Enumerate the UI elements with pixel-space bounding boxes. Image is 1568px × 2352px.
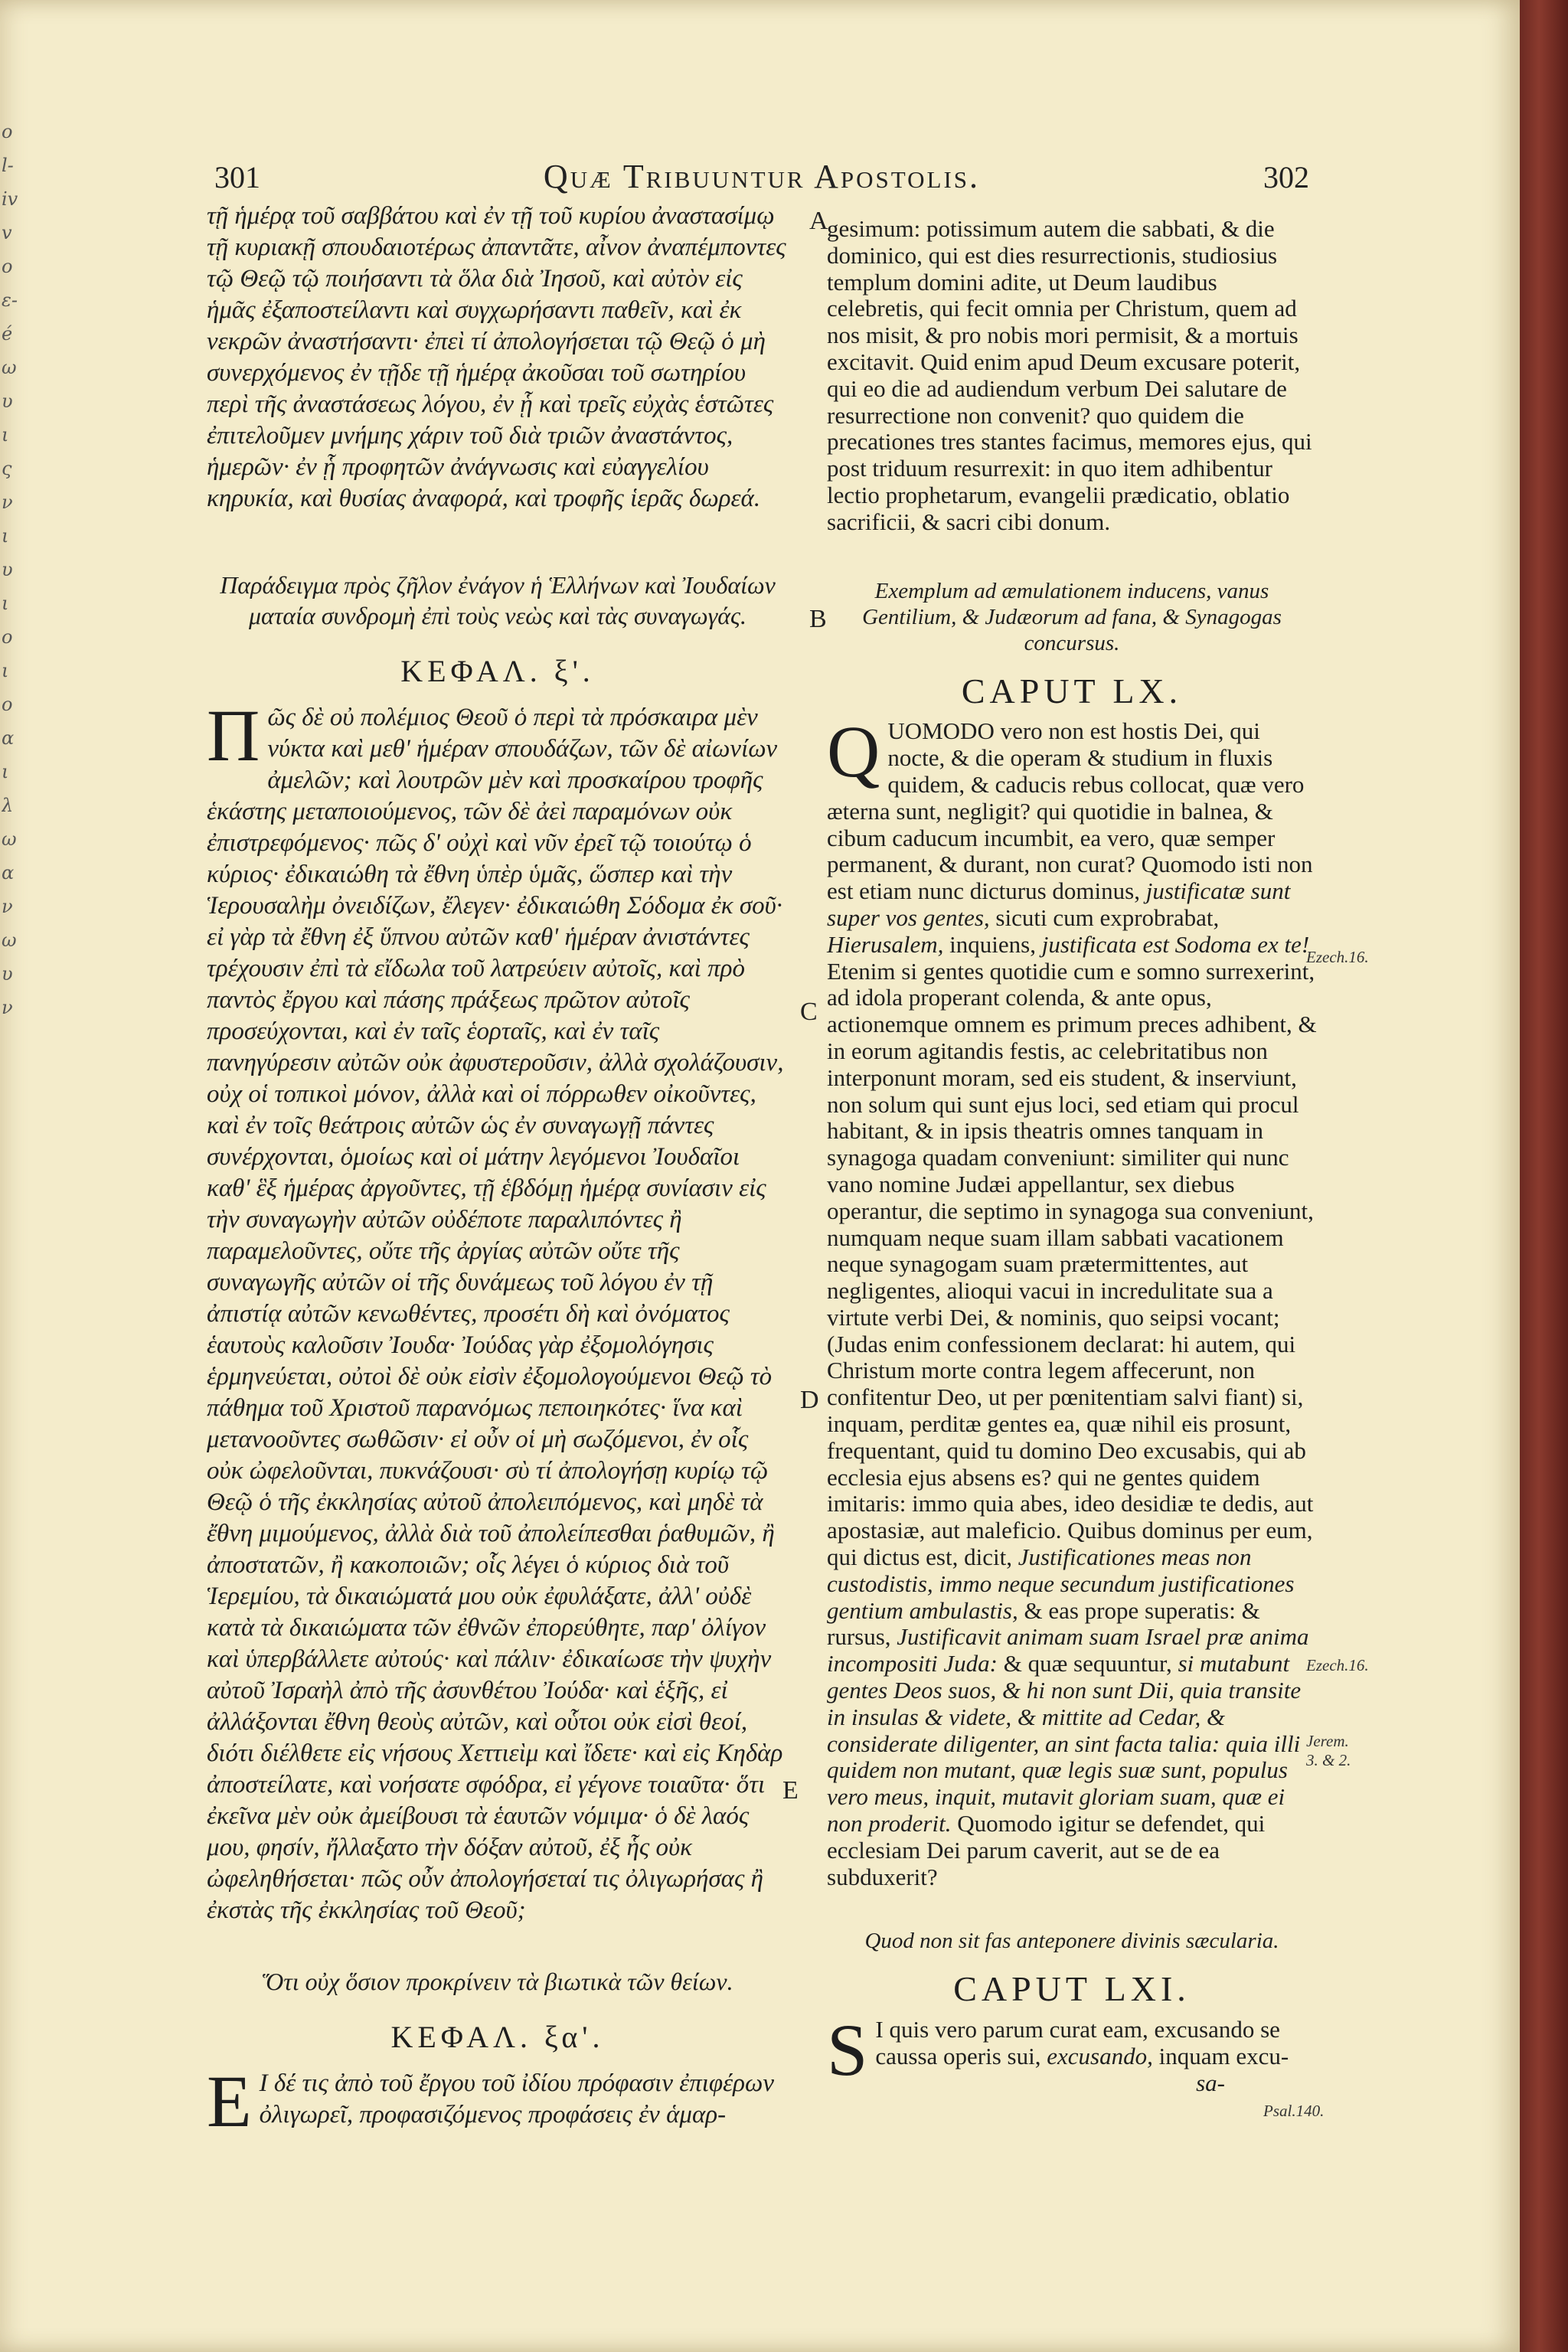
latin-p2-quote: Justificationes meas non custodistis, immo neque secundum justificationes gentium ambulastis, <box>827 1544 1295 1624</box>
margin-fragment: ι <box>2 525 9 547</box>
margin-note-jerem: Jerem. 3. & 2. <box>1306 1732 1351 1769</box>
section-marker-b: B <box>809 605 827 633</box>
greek-chapter-summary-2: Ὅτι οὐχ ὅσιον προκρίνειν τὰ βιωτικὰ τῶν θείων. <box>262 1968 733 1995</box>
margin-fragment: o <box>2 256 13 277</box>
margin-fragment: iv <box>2 188 18 210</box>
margin-fragment: ν <box>2 492 13 513</box>
margin-fragment: α <box>2 727 15 749</box>
latin-chapter-heading-61: CAPUT LXI. <box>953 1969 1191 2009</box>
latin-paragraph-2 <box>827 710 1317 1890</box>
margin-fragment: ο <box>2 694 13 715</box>
greek-column <box>207 201 789 2142</box>
latin-column <box>827 216 1317 2097</box>
greek-paragraph-2-text: ῶς δὲ οὐ πολέμιος Θεοῦ ὁ περὶ τὰ πρόσκαιρα μὲν νύκτα καὶ μεθ' ἡμέραν σπουδάζων, τῶν δὲ αἰωνίων ἀμελῶν; καὶ λουτρῶν μὲν καὶ προσκαίρου τροφῆς ἑκάστης μεταποιούμενος, τῶν δὲ ἀεὶ παραμόνων οὐκ ἐπιστρεφόμενος· πῶς δ' οὐχὶ καὶ νῦν ἐρεῖ τῷ τοιούτῳ ὁ κύριος· ἐδικαιώθη τὰ ἔθνη ὑπὲρ ὑμᾶς, ὥσπερ καὶ τὴν Ἱερουσαλὴμ ὀνειδίζων, ἔλεγεν· ἐδικαιώθη Σόδομα ἐκ σοῦ· εἰ γὰρ τὰ ἔθνη ἐξ ὕπνου αὐτῶν καθ' ἡμέραν ἀνιστάντες τρέχουσιν ἐπὶ τὰ εἴδωλα τοῦ λατρεύειν αὐτοῖς, καὶ πρὸ παντὸς ἔργου καὶ πάσης πράξεως πρῶτον αὐτοῖς προσεύχονται, καὶ ἐν ταῖς ἑορταῖς, καὶ ἐν ταῖς πανηγύρεσιν αὐτῶν οὐκ ἀφυστεροῦσιν, ἀλλὰ σχολάζουσιν, οὐχ οἱ τοπικοὶ μόνον, ἀλλὰ καὶ οἱ πόρρωθεν οἰκοῦντες, καὶ ἐν τοῖς θεάτροις αὐτῶν ὡς ἐν συναγωγῇ πάντες συνέρχονται, ὁμοίως καὶ οἱ μάτην λεγόμενοι Ἰουδαῖοι καθ' ἓξ ἡμέρας ἀργοῦντες, τῇ ἑβδόμῃ ἡμέρᾳ συνίασιν εἰς τὴν συναγωγὴν αὐτῶν οὐδέποτε παραλιπόντες ἢ παραμελοῦντες, οὔτε τῆς ἀργίας αὐτῶν οὔτε τῆς συναγωγῆς αὐτῶν οἱ τῆς δυνάμεως τοῦ λόγου ἐν τῇ ἀπιστίᾳ αὐτῶν κενωθέντες, προσέτι δὴ καὶ ὀνόματος ἑαυτοὺς καλοῦσιν Ἰουδα· Ἰούδας γὰρ ἐξομολόγησις ἑρμηνεύεται, οὐτοὶ δὲ οὐκ εἰσὶν ἐξομολογούμενοι Θεῷ τὸ πάθημα τοῦ Χριστοῦ παρανόμως πεποιηκότες· ἵνα καὶ μετανοοῦντες σωθῶσιν· εἰ οὖν οἱ μὴ σωζόμενοι, ἐν οἷς οὐκ ὠφελοῦνται, πυκνάζουσι· σὺ τί ἀπολογήσῃ κυρίῳ τῷ Θεῷ ὁ τῆς ἐκκλησίας αὐτοῦ ἀπολειπόμενος, καὶ μηδὲ τὰ ἔθνη μιμούμενος, ἀλλὰ διὰ τοῦ ἀπολείπεσθαι ῥαθυμῶν, ἢ ἀποστατῶν, ἢ κακοποιῶν; οἷς λέγει ὁ κύριος διὰ τοῦ Ἱερεμίου, τὰ δικαιώματά μου οὐκ ἐφυλάξατε, ἀλλ' οὐδὲ κατὰ τὰ δικαιώματα τῶν ἐθνῶν ἐπορεύθητε, παρ' ὀλίγον καὶ ὑπερβάλλετε αὐτούς· καὶ πάλιν· ἐδικαίωσε τὴν ψυχὴν αὐτοῦ Ἰσραὴλ ἀπὸ τῆς ἀσυνθέτου Ἰούδα· καὶ ἑξῆς, εἰ ἀλλάξονται ἔθνη θεοὺς αὐτῶν, καὶ οὗτοι οὐκ εἰσὶ θεοί, διότι διέλθετε εἰς νήσους Χεττιεὶμ καὶ ἴδετε· καὶ εἰς Κηδὰρ ἀποστείλατε, καὶ νοήσατε σφόδρα, εἰ γέγονε τοιαῦτα· ὅτι ἐκεῖνα μὲν οὐκ ἀμείβουσι τὰ ἑαυτῶν νόμιμα· ὁ δὲ λαός μου, φησίν, ἤλλαξατο τὴν δόξαν αὐτοῦ, ἐξ ἧς οὐκ ὠφεληθήσεται· πῶς οὖν ἀπολογήσεταί τις ὀλιγωρήσας ἢ ἐκστὰς τῆς ἐκκλησίας τοῦ Θεοῦ; <box>207 704 784 1924</box>
latin-dropcap-2: S <box>827 2009 868 2092</box>
latin-p3-catchword: sa- <box>1196 2069 1225 2096</box>
running-header <box>214 157 1309 195</box>
margin-fragment: υ <box>2 390 13 412</box>
section-marker-a: A <box>809 207 828 235</box>
margin-fragment: ι <box>2 660 9 681</box>
greek-dropcap-1: Π <box>207 694 260 776</box>
running-title: Quæ Tribuuntur Apostolis. <box>543 158 981 195</box>
latin-p3-part: I quis vero parum curat eam, excusando se caussa operis sui, <box>875 2016 1280 2070</box>
left-page-number: 301 <box>214 160 260 194</box>
latin-p2-part: sicuti cum exprobrabat, <box>995 903 1220 931</box>
book-binding <box>1520 0 1568 2352</box>
latin-p2-part: Etenim si gentes quotidie cum e somno surrexerint, ad idola properant colenda, & ante opus, actionemque omnem es primum preces adhibent, & in eorum agitandis festis, ac celebritatibus non interponunt moram, sed eis student, & inserviunt, non solum qui sunt ejus loci, sed etiam qui procul habitant, & in ipsis theatris omnes tanquam in synagoga quadam conveniunt: similiter qui nunc vano nomine Judæi appellantur, sex diebus operantur, die septimo in synagoga sua conveniunt, numquam neque suam illam sabbati vacationem neque synagogam suam prætermittentes, aut negligentes, alioqui vacui in incredulitate sua a virtute verbi Dei, & nominis, quo seipsi vocant; (Judas enim confessionem declarat: hi autem, qui Christum morte contra legem affecerunt, non confitentur Deo, ut per pœnitentiam salvi fiant) si, inquam, perditæ gentes ea, quæ nihil eis prosunt, frequentant, quid tu domino Deo excusabis, qui ab ecclesia ejus absens es? qui ne gentes quidem imitaris: immo quia abes, ideo desidiæ te dedis, aut apostasiæ, aut maleficio. Quibus dominus per eum, qui dictus est, dicit, <box>827 957 1317 1571</box>
margin-fragment: ι <box>2 761 9 782</box>
margin-fragment: ν <box>2 997 13 1018</box>
greek-paragraph-3 <box>207 2060 789 2142</box>
margin-fragment: o <box>2 121 13 142</box>
right-page-number: 302 <box>1263 160 1309 194</box>
greek-dropcap-2: Ε <box>207 2060 252 2142</box>
margin-fragment: ε- <box>2 289 18 311</box>
latin-p2-part: & eas prope superatis: & rursus, <box>827 1596 1260 1651</box>
latin-dropcap-1: Q <box>827 710 880 793</box>
latin-p2-part: Quomodo igitur se defendet, qui ecclesiam Dei parum caverit, aut se de ea subduxerit? <box>827 1810 1266 1890</box>
margin-fragment: ο <box>2 626 13 648</box>
greek-chapter-heading-61: ΚΕΦΑΛ. ξα'. <box>390 2020 605 2054</box>
margin-fragment: υ <box>2 963 13 985</box>
margin-fragment: λ <box>2 795 14 816</box>
greek-paragraph-3-text: Ι δέ τις ἀπὸ τοῦ ἔργου τοῦ ἰδίου πρόφασιν ἐπιφέρων ὀλιγωρεῖ, προφασιζόμενος προφάσεις ἐν ἁμαρ- <box>259 2069 774 2128</box>
latin-chapter-heading-60: CAPUT LX. <box>961 671 1183 710</box>
previous-page-margin <box>2 115 24 1024</box>
margin-fragment: v <box>2 222 12 243</box>
section-marker-d: D <box>800 1386 819 1414</box>
latin-paragraph-1: gesimum: potissimum autem die sabbati, & die dominico, qui est dies resurrectionis, studiosius templum domini adite, ut Deum laudibus celebretis, qui fecit omnia per Christum, quem ad nos misit, & pro nobis mori permisit, & a mortuis excitavit. Quid enim apud Deum excusare poterit, qui eo die ad audiendum verbum Dei salutare de resurrectione non convenit? quo quidem die precationes tres stantes facimus, memores ejus, qui post triduum resurrexit: in quo item adhibentur lectio prophetarum, evangelii prædicatio, oblatio sacrificii, & sacri cibi donum. <box>827 215 1312 535</box>
latin-chapter-summary-2: Quod non sit fas anteponere divinis sæcularia. <box>864 1929 1279 1954</box>
margin-note-ezech-2: Ezech.16. <box>1306 1656 1369 1674</box>
latin-p2-quote: justificatæ sunt super vos gentes, <box>827 877 1291 931</box>
latin-p2-quote: Hierusalem, <box>827 930 944 958</box>
margin-note-ezech-1: Ezech.16. <box>1306 948 1369 966</box>
greek-chapter-summary: Παράδειγμα πρὸς ζῆλον ἐνάγον ἡ Ἑλλήνων καὶ Ἰουδαίων ματαία συνδρομὴ ἐπὶ τοὺς νεὼς καὶ τὰς συναγωγάς. <box>220 571 776 629</box>
latin-chapter-summary: Exemplum ad æmulationem inducens, vanus Gentilium, & Judæorum ad fana, & Synagogas concursus. <box>862 578 1282 655</box>
latin-paragraph-3 <box>827 2009 1317 2096</box>
latin-p2-quote: si mutabunt gentes Deos suos, & hi non sunt Dii, quia transite in insulas & videte, & mittite ad Cedar, & considerate diligenter, an sint facta talia: quia illi quidem non mutant, quæ legis suæ sunt, populus vero meus, inquit, mutavit gloriam suam, quæ ei non proderit. <box>827 1650 1302 1838</box>
section-marker-e: E <box>782 1776 799 1805</box>
margin-fragment: ι <box>2 593 9 614</box>
margin-fragment: ι <box>2 424 9 446</box>
section-marker-c: C <box>800 998 818 1026</box>
greek-paragraph-1: τῇ ἡμέρᾳ τοῦ σαββάτου καὶ ἐν τῇ τοῦ κυρίου ἀναστασίμῳ τῇ κυριακῇ σπουδαιοτέρως ἀπαντᾶτε, αἶνον ἀναπέμποντες τῷ Θεῷ τῷ ποιήσαντι τὰ ὅλα διὰ Ἰησοῦ, καὶ αὐτὸν εἰς ἡμᾶς ἐξαποστείλαντι καὶ συγχωρήσαντι παθεῖν, καὶ ἐκ νεκρῶν ἀναστήσαντι· ἐπεὶ τί ἀπολογήσεται τῷ Θεῷ ὁ μὴ συνερχόμενος ἐν τῇδε τῇ ἡμέρᾳ ἀκοῦσαι τοῦ σωτηρίου περὶ τῆς ἀναστάσεως λόγου, ἐν ᾗ καὶ τρεῖς εὐχὰς ἑστῶτες ἐπιτελοῦμεν μνήμης χάριν τοῦ διὰ τριῶν ἀναστάντος, ἡμερῶν· ἐν ᾗ προφητῶν ἀνάγνωσις καὶ εὐαγγελίου κηρυκία, καὶ θυσίας ἀναφορά, καὶ τροφῆς ἱερᾶς δωρεά. <box>207 202 786 512</box>
latin-p2-quote: Justificavit animam suam Israel præ anima incompositi Juda: <box>827 1623 1309 1677</box>
latin-p2-part: & quæ sequuntur, <box>1003 1650 1172 1677</box>
margin-fragment: υ <box>2 559 13 580</box>
margin-fragment: ω <box>2 357 17 378</box>
margin-note-psal: Psal.140. <box>1263 2102 1325 2120</box>
margin-fragment: ω <box>2 929 17 951</box>
margin-fragment: é <box>2 323 13 345</box>
margin-fragment: l- <box>2 155 14 176</box>
margin-fragment: ν <box>2 896 13 917</box>
latin-p2-part: inquiens, <box>949 930 1036 958</box>
margin-fragment: ω <box>2 828 17 850</box>
greek-chapter-heading-60: ΚΕΦΑΛ. ξ'. <box>400 654 595 688</box>
margin-fragment: ς <box>2 458 12 479</box>
latin-p3-part: inquam excu- <box>1158 2043 1289 2070</box>
greek-paragraph-2 <box>207 694 789 1926</box>
margin-fragment: α <box>2 862 15 884</box>
latin-p3-quote: excusando, <box>1047 2043 1153 2070</box>
latin-p2-quote: justificata est Sodoma ex te! <box>1041 930 1310 958</box>
latin-p2-part: UOMODO vero non est hostis Dei, qui nocte, & die operam & studium in fluxis quidem, & caducis rebus collocat, quæ vero æterna sunt, negligit? qui quotidie in balnea, & cibum caducum incumbit, ea vero, quæ semper permanent, & durant, non curat? Quomodo isti non est etiam nunc dicturus dominus, <box>827 717 1313 905</box>
